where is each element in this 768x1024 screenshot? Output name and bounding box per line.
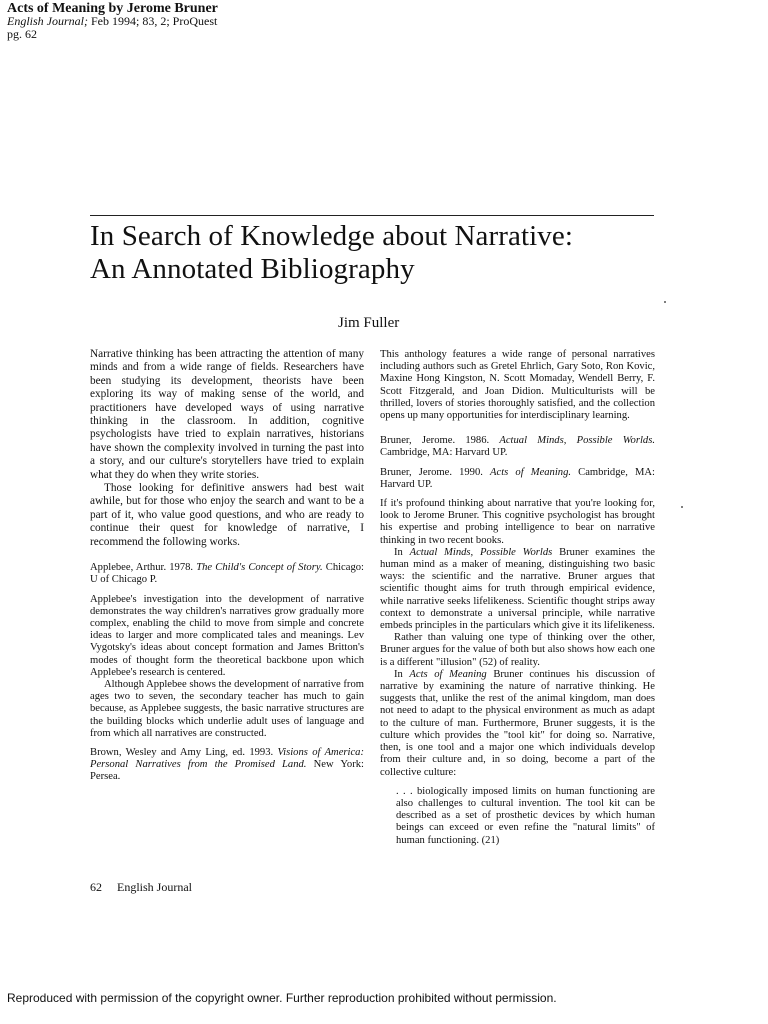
source-journal: English Journal; — [7, 14, 88, 28]
article-author: Jim Fuller — [338, 315, 400, 331]
annotation-paragraph: In Acts of Meaning Bruner continues his discussion of narrative by examining the nature of narrative thinking. He suggests that, unlike the rest of the animal kingdom, man does not need to adapt to the physical environment as much as adapt to the culture of man. Furthermore, Bruner suggests, it is the culture which provides the "tool kit" for doing so. Narrative, then, is one tool and a major one which individuals develop from their culture and, in so doing, become a part of the collective culture: — [380, 668, 656, 778]
annotation-paragraph: In Actual Minds, Possible Worlds Bruner examines the human mind as a maker of meaning, distinguishing two basic ways: the scientific and the narrative. Bruner argues that scientific thought aims for truth through empirical evidence, while narrative seeks lifelikeness. Scientific thought strips away context to demonstrate a universal principle, while narrative embeds principles in the particulars which give it its lifelikeness. — [380, 546, 655, 632]
annotation-paragraph: This anthology features a wide range of personal narratives including authors such as Gretel Ehrlich, Gary Soto, Ron Kovic, Maxine Hong Kingston, N. Scott Momaday, Wendell Berry, F. Scott Fitzgerald, and Joan Didion. Multiculturists will be thrilled, lovers of stories thoroughly satisfied, and the collection opens up many opportunities for interdisciplinary learning. — [380, 349, 655, 422]
page-number: 62 — [90, 880, 102, 894]
annotation-paragraph: Although Applebee shows the development of narrative from ages two to seven, the secondary teacher has much to gain because, as Applebee suggests, the basic narrative structures are the building blocks which underlie adult uses of language and from which all narratives are constructed. — [90, 678, 364, 739]
left-column — [90, 348, 364, 784]
title-line-2: An Annotated Bibliography — [90, 253, 415, 285]
article-title — [90, 220, 670, 286]
scan-speck — [681, 506, 683, 508]
right-column — [380, 349, 655, 847]
annotation-paragraph: If it's profound thinking about narrative that you're looking for, look to Jerome Bruner. This cognitive psychologist has brought his expertise and probing intelligence to bear on narrative thinking in two recent books. — [380, 498, 655, 546]
source-date: Feb 1994; 83, 2; ProQuest — [88, 14, 218, 28]
annotation-paragraph: Rather than valuing one type of thinking over the other, Bruner argues for the value of both but also shows how each one is a different "illusion" (52) of reality. — [380, 632, 655, 668]
scan-speck — [664, 301, 666, 303]
permission-notice: Reproduced with permission of the copyright owner. Further reproduction prohibited without permission. — [7, 991, 557, 1005]
intro-paragraph: Those looking for definitive answers had best wait awhile, but for those who enjoy the search and want to be a part of it, who value good questions, and who are ready to continue their quest for knowledge of narrative, I recommend the following works. — [90, 482, 364, 548]
bibliography-entry: Applebee, Arthur. 1978. The Child's Concept of Story. Chicago: U of Chicago P. — [90, 562, 364, 586]
annotation-paragraph: Applebee's investigation into the development of narrative demonstrates the way children's narratives grow gradually more complex, enabling the child to move from simple and concrete ideas to larger and more complicated tales and meanings. Lev Vygotsky's ideas about concept formation and James Britton's modes of thought form the theoretical backbone upon which Applebee's research is centered. — [90, 593, 364, 678]
source-citation — [7, 15, 218, 28]
source-title: Acts of Meaning by Jerome Bruner — [7, 1, 218, 16]
bibliography-entry: Bruner, Jerome. 1990. Acts of Meaning. Cambridge, MA: Harvard UP. — [380, 466, 655, 490]
page-footer — [90, 880, 204, 895]
footer-journal: English Journal — [117, 880, 192, 894]
intro-paragraph: Narrative thinking has been attracting the attention of many minds and from a wide range of fields. Researchers have been studying its development, theorists have been exploring its way of making sense of the world, and practitioners have developed ways of using narrative thinking in the classroom. In addition, cognitive psychologists have tried to explain narratives, historians have shown the complexity involved in turning the past into a story, and our culture's storytellers have tried to explain what they do when they write stories. — [90, 348, 364, 481]
block-quote: . . . biologically imposed limits on human functioning are also challenges to cultural invention. The tool kit can be described as a set of prosthetic devices by which human beings can exceed or even refine the "natural limits" of human functioning. (21) — [396, 785, 655, 846]
bibliography-entry: Brown, Wesley and Amy Ling, ed. 1993. Visions of America: Personal Narratives from the Promised Land. New York: Persea. — [90, 746, 364, 783]
title-rule — [90, 215, 654, 216]
source-page: pg. 62 — [7, 27, 37, 41]
title-line-1: In Search of Knowledge about Narrative: — [90, 220, 574, 252]
source-header — [7, 2, 218, 41]
bibliography-entry: Bruner, Jerome. 1986. Actual Minds, Possible Worlds. Cambridge, MA: Harvard UP. — [380, 435, 655, 459]
